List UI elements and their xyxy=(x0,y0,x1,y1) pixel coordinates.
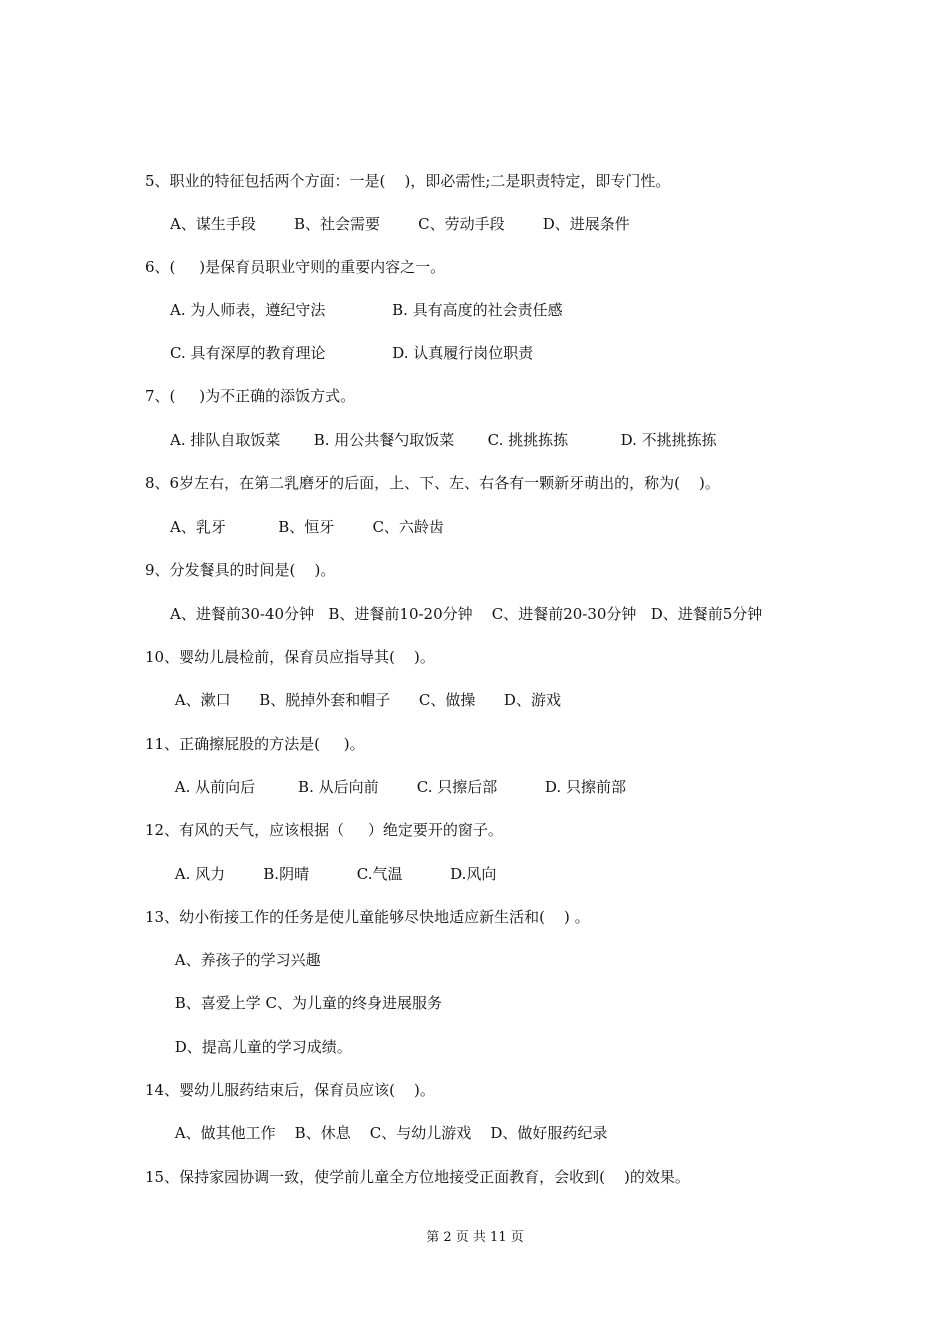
question-11-options: A. 从前向后 B. 从后向前 C. 只擦后部 D. 只擦前部 xyxy=(170,778,626,796)
question-11-stem: 11、正确擦屁股的方法是( )。 xyxy=(145,735,365,753)
question-6-stem: 6、( )是保育员职业守则的重要内容之一。 xyxy=(145,258,446,276)
question-8-options: A、乳牙 B、恒牙 C、六龄齿 xyxy=(170,518,444,536)
question-13-option-a: A、养孩子的学习兴趣 xyxy=(170,951,321,969)
question-13-option-d: D、提高儿童的学习成绩。 xyxy=(170,1038,352,1056)
question-14-stem: 14、婴幼儿服药结束后，保育员应该( )。 xyxy=(145,1081,435,1099)
question-6-options-line-1: A. 为人师表，遵纪守法 B. 具有高度的社会责任感 xyxy=(170,301,563,319)
question-13-stem: 13、幼小衔接工作的任务是使儿童能够尽快地适应新生活和( ) 。 xyxy=(145,908,590,926)
question-13-option-b-c: B、喜爱上学 C、为儿童的终身进展服务 xyxy=(170,994,443,1012)
question-7-options: A. 排队自取饭菜 B. 用公共餐勺取饭菜 C. 挑挑拣拣 D. 不挑挑拣拣 xyxy=(170,431,717,449)
page-footer: 第 2 页 共 11 页 xyxy=(426,1230,524,1245)
question-12-options: A. 风力 B.阴晴 C.气温 D.风向 xyxy=(170,865,497,883)
question-5-options: A、谋生手段 B、社会需要 C、劳动手段 D、进展条件 xyxy=(170,215,630,233)
question-9-options: A、进餐前30-40分钟 B、进餐前10-20分钟 C、进餐前20-30分钟 D、进餐前5分钟 xyxy=(170,605,763,623)
question-10-stem: 10、婴幼儿晨检前，保育员应指导其( )。 xyxy=(145,648,435,666)
question-6-options-line-2: C. 具有深厚的教育理论 D. 认真履行岗位职责 xyxy=(170,344,534,362)
question-5-stem: 5、职业的特征包括两个方面：一是( )，即必需性;二是职责特定，即专门性。 xyxy=(145,172,671,190)
question-10-options: A、漱口 B、脱掉外套和帽子 C、做操 D、游戏 xyxy=(170,691,561,709)
question-8-stem: 8、6岁左右，在第二乳磨牙的后面，上、下、左、右各有一颗新牙萌出的，称为( )。 xyxy=(145,474,720,492)
question-12-stem: 12、有风的天气，应该根据（ ）绝定要开的窗子。 xyxy=(145,821,503,839)
question-15-stem: 15、保持家园协调一致，使学前儿童全方位地接受正面教育，会收到( )的效果。 xyxy=(145,1168,690,1186)
question-9-stem: 9、分发餐具的时间是( )。 xyxy=(145,561,336,579)
question-14-options: A、做其他工作 B、休息 C、与幼儿游戏 D、做好服药纪录 xyxy=(170,1124,608,1142)
question-7-stem: 7、( )为不正确的添饭方式。 xyxy=(145,387,356,405)
